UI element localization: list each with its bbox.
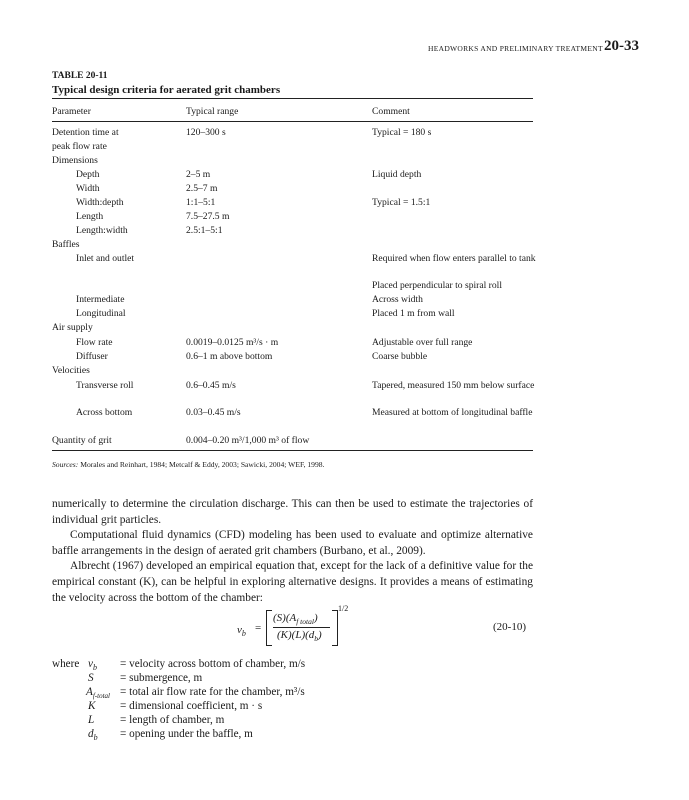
page-number: 20-33 <box>604 38 639 54</box>
table-cell-range: 0.6–0.45 m/s <box>186 380 236 391</box>
column-header-range: Typical range <box>186 106 239 117</box>
equation-numerator: $(S)(A_{f total})$ <box>273 612 318 627</box>
equation-number: (20-10) <box>493 621 526 633</box>
def-symbol: $d_b$ <box>88 728 98 743</box>
table-cell-range: 1:1–5:1 <box>186 197 216 208</box>
table-cell-range: 0.03–0.45 m/s <box>186 407 241 418</box>
table-cell-param: Baffles <box>52 239 80 250</box>
paragraph: Albrecht (1967) developed an empirical equation that, except for the lack of a definitive value for the empirical constant (K), can be helpful in exploring alternative designs. It provides a means of estimating the velocity across the bottom of the chamber: <box>52 560 533 604</box>
table-title: Typical design criteria for aerated grit chambers <box>52 84 281 96</box>
right-bracket <box>332 610 338 646</box>
table-cell-param: Transverse roll <box>76 380 134 391</box>
table-cell-range: 0.004–0.20 m³/1,000 m³ of flow <box>186 435 310 446</box>
table-cell-range: 120–300 s <box>186 127 226 138</box>
table-cell-param: Width <box>76 183 100 194</box>
running-title: HEADWORKS AND PRELIMINARY TREATMENT <box>428 44 603 53</box>
paragraph: numerically to determine the circulation discharge. This can then be used to estimate the trajectories of individual grit particles. <box>52 498 533 526</box>
table-cell-param: Length <box>76 211 104 222</box>
body-text <box>52 497 533 606</box>
table-cell-range: 2.5:1–5:1 <box>186 225 223 236</box>
table-cell-param: Inlet and outlet <box>76 253 135 264</box>
table-cell-comment: Placed perpendicular to spiral roll <box>372 280 503 291</box>
table-cell-param: Depth <box>76 169 100 180</box>
table-sources <box>52 460 324 469</box>
table-cell-param: Across bottom <box>76 407 133 418</box>
table-cell-param: Detention time at <box>52 127 119 138</box>
table-cell-comment: Typical = 180 s <box>372 127 432 138</box>
table-cell-comment: Placed 1 m from wall <box>372 308 455 319</box>
table-cell-param: Longitudinal <box>76 308 126 319</box>
left-bracket <box>266 610 272 646</box>
table-cell-comment: Tapered, measured 150 mm below surface <box>372 380 535 391</box>
table-cell-param: Length:width <box>76 225 128 236</box>
table-cell-param: Velocities <box>52 365 90 376</box>
table-cell-comment: Adjustable over full range <box>372 337 473 348</box>
table-cell-param: Quantity of grit <box>52 435 112 446</box>
table-cell-range: 0.0019–0.0125 m³/s · m <box>186 337 279 348</box>
def-symbol: $A_{f-total}$ <box>86 686 110 701</box>
table-cell-param: Width:depth <box>76 197 124 208</box>
table-top-rule <box>52 98 533 99</box>
table-cell-param: Flow rate <box>76 337 113 348</box>
sources-text: Morales and Reinhart, 1984; Metcalf & Eddy, 2003; Sawicki, 2004; WEF, 1998. <box>80 460 325 469</box>
table-cell-param: Intermediate <box>76 294 125 305</box>
table-cell-range: 0.6–1 m above bottom <box>186 351 273 362</box>
def-symbol: $v_b$ <box>88 658 97 673</box>
equation-denominator: $(K)(L)(d_b)$ <box>277 629 322 644</box>
table-header-rule <box>52 121 533 122</box>
table-cell-range: 2–5 m <box>186 169 211 180</box>
table-cell-comment: Typical = 1.5:1 <box>372 197 431 208</box>
def-symbol: S <box>88 672 94 684</box>
column-header-parameter: Parameter <box>52 106 91 117</box>
table-cell-comment: Liquid depth <box>372 169 422 180</box>
def-text: = dimensional coefficient, m · s <box>120 700 263 712</box>
table-cell-range: 7.5–27.5 m <box>186 211 230 222</box>
equation-lhs: $v_b$ <box>237 624 246 639</box>
paragraph: Computational fluid dynamics (CFD) modeling has been used to evaluate and optimize alternative baffle arrangements in the design of aerated grit chambers (Burbano, et al., 2009). <box>52 529 533 557</box>
table-cell-param: Air supply <box>52 322 93 333</box>
table-cell-comment: Coarse bubble <box>372 351 428 362</box>
table-cell-comment: Measured at bottom of longitudinal baffle <box>372 407 533 418</box>
def-text: = submergence, m <box>120 672 203 684</box>
table-cell-range: 2.5–7 m <box>186 183 218 194</box>
table-bottom-rule <box>52 450 533 451</box>
def-text: = total air flow rate for the chamber, m³/s <box>120 686 305 698</box>
table-cell-comment: Across width <box>372 294 423 305</box>
def-text: = length of chamber, m <box>120 714 225 726</box>
column-header-comment: Comment <box>372 106 410 117</box>
def-text: = velocity across bottom of chamber, m/s <box>120 658 306 670</box>
def-text: = opening under the baffle, m <box>120 728 253 740</box>
table-cell-param: peak flow rate <box>52 141 107 152</box>
sources-label: Sources: <box>52 460 79 469</box>
equation-exponent: 1/2 <box>338 604 349 613</box>
def-symbol: K <box>88 700 96 712</box>
fraction-bar <box>273 627 330 628</box>
table-label: TABLE 20-11 <box>52 71 108 81</box>
where-label: where <box>52 658 80 670</box>
def-symbol: L <box>88 714 95 726</box>
table-cell-param: Diffuser <box>76 351 108 362</box>
table-cell-param: Dimensions <box>52 155 98 166</box>
table-cell-comment: Required when flow enters parallel to tank <box>372 253 536 264</box>
equals-sign: = <box>255 622 262 634</box>
